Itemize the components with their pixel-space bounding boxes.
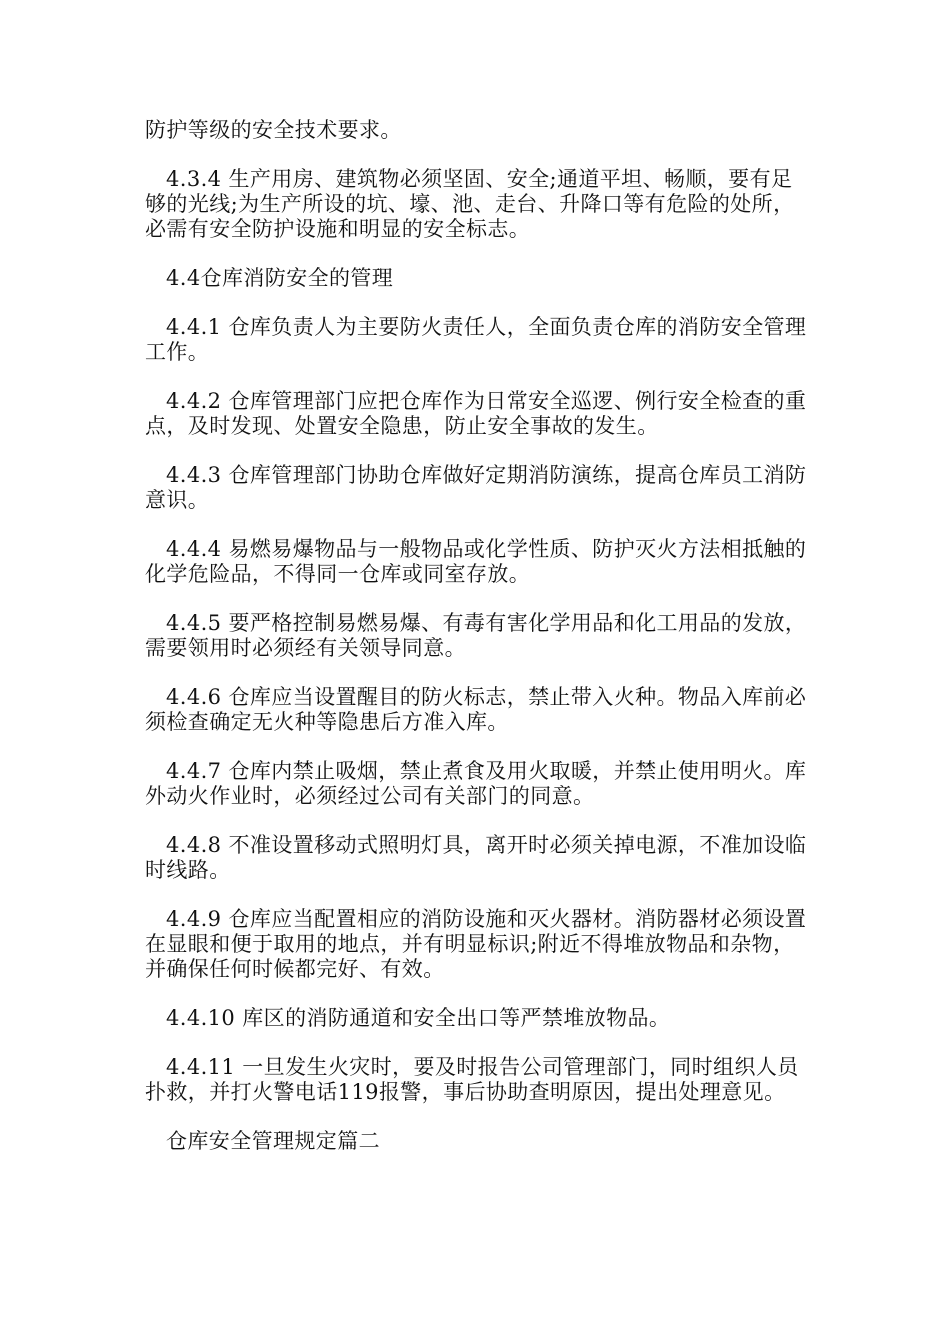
paragraph-4-4-8: 4.4.8 不准设置移动式照明灯具，离开时必须关掉电源，不准加设临时线路。 [145,833,807,882]
paragraph-4-3-4: 4.3.4 生产用房、建筑物必须坚固、安全;通道平坦、畅顺，要有足够的光线;为生产所设的坑、壕、池、走台、升降口等有危险的处所，必需有安全防护设施和明显的安全标志。 [145,167,795,241]
paragraph-4-4-1: 4.4.1 仓库负责人为主要防火责任人，全面负责仓库的消防安全管理工作。 [145,315,807,364]
paragraph-4-4-4: 4.4.4 易燃易爆物品与一般物品或化学性质、防护灭火方法相抵触的化学危险品，不得同一仓库或同室存放。 [145,537,807,586]
paragraph-4-4-6: 4.4.6 仓库应当设置醒目的防火标志，禁止带入火种。物品入库前必须检查确定无火种等隐患后方准入库。 [145,685,807,734]
paragraph-4-4-3: 4.4.3 仓库管理部门协助仓库做好定期消防演练，提高仓库员工消防意识。 [145,463,807,512]
paragraph-4-4-2: 4.4.2 仓库管理部门应把仓库作为日常安全巡逻、例行安全检查的重点，及时发现、处置安全隐患，防止安全事故的发生。 [145,389,807,438]
paragraph-4-4-9: 4.4.9 仓库应当配置相应的消防设施和灭火器材。消防器材必须设置在显眼和便于取用的地点，并有明显标识;附近不得堆放物品和杂物，并确保任何时候都完好、有效。 [145,907,807,981]
paragraph-4-4-11: 4.4.11 一旦发生火灾时，要及时报告公司管理部门，同时组织人员扑救，并打火警电话119报警，事后协助查明原因，提出处理意见。 [145,1055,799,1104]
paragraph-4-4-7: 4.4.7 仓库内禁止吸烟，禁止煮食及用火取暖，并禁止使用明火。库外动火作业时，必须经过公司有关部门的同意。 [145,759,807,808]
paragraph-4-4-10: 4.4.10 库区的消防通道和安全出口等严禁堆放物品。 [166,1006,671,1030]
paragraph-continuation: 防护等级的安全技术要求。 [145,118,402,142]
document-body [145,118,810,1178]
section-heading-4-4: 4.4仓库消防安全的管理 [166,266,394,290]
section-heading-part-two: 仓库安全管理规定篇二 [166,1129,380,1153]
paragraph-4-4-5: 4.4.5 要严格控制易燃易爆、有毒有害化学用品和化工用品的发放，需要领用时必须经有关领导同意。 [145,611,807,660]
